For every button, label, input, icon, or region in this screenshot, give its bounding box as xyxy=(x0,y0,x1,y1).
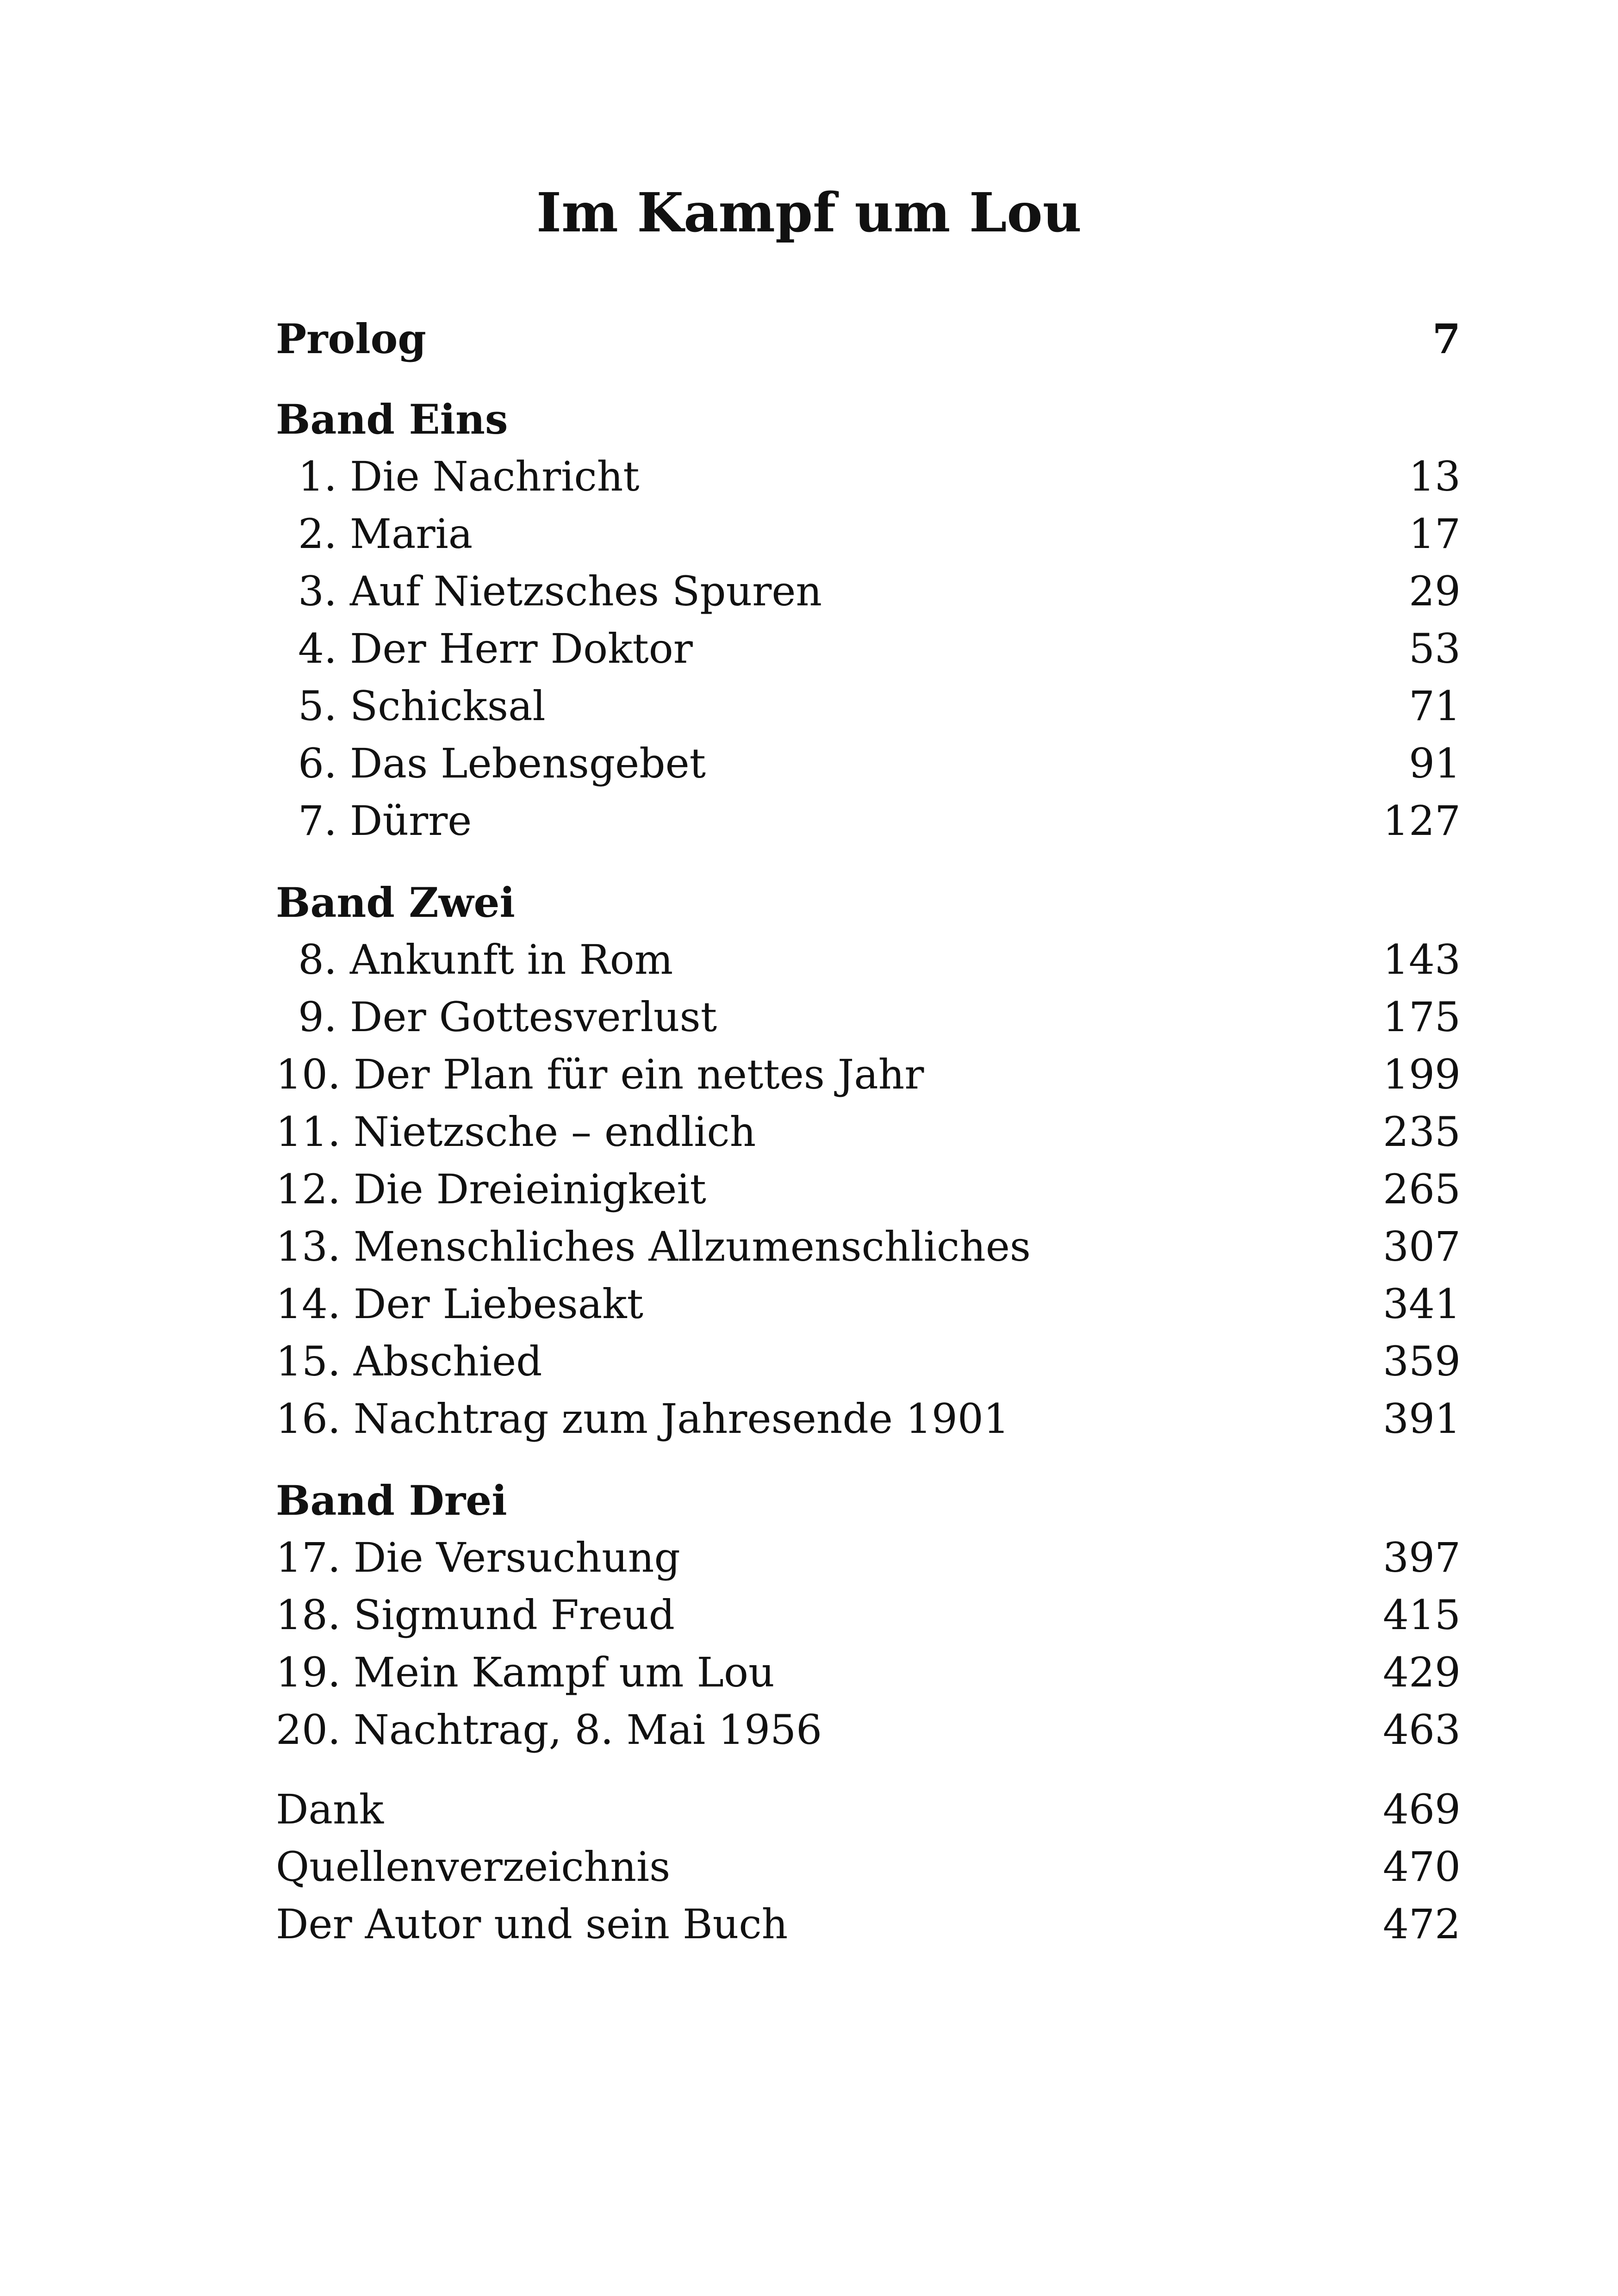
toc-entry[interactable] xyxy=(276,1587,1461,1644)
toc-entry[interactable] xyxy=(276,563,1461,620)
toc-page-number: 463 xyxy=(1383,1706,1461,1754)
band-title: Band Zwei xyxy=(276,878,515,927)
toc-entry[interactable] xyxy=(276,1276,1461,1333)
band-title: Band Drei xyxy=(276,1476,507,1524)
toc-page-number: 127 xyxy=(1383,797,1461,845)
toc-entry-label: 14. Der Liebesakt xyxy=(276,1280,643,1328)
toc-page-number: 13 xyxy=(1409,453,1461,500)
toc-page-number: 7 xyxy=(1432,315,1461,363)
toc-page-number: 469 xyxy=(1383,1786,1461,1833)
toc-entry-label: 16. Nachtrag zum Jahresende 1901 xyxy=(276,1395,1009,1443)
toc-entry-label: 3. Auf Nietzsches Spuren xyxy=(298,567,822,615)
band-heading xyxy=(276,391,1461,448)
toc-entry-label: Dank xyxy=(276,1786,384,1833)
toc-entry[interactable] xyxy=(276,448,1461,505)
band-title: Band Eins xyxy=(276,395,508,443)
toc-page-number: 397 xyxy=(1383,1534,1461,1581)
toc-entry[interactable] xyxy=(276,1644,1461,1701)
page-title: Im Kampf um Lou xyxy=(536,181,1082,244)
toc-entry-label: 11. Nietzsche – endlich xyxy=(276,1108,756,1156)
toc-page-number: 71 xyxy=(1409,682,1461,730)
toc-page-number: 175 xyxy=(1383,993,1461,1041)
toc-entry-label: Der Autor und sein Buch xyxy=(276,1900,788,1948)
toc-page-number: 199 xyxy=(1383,1051,1461,1098)
toc-entry[interactable] xyxy=(276,792,1461,850)
toc-entry-label: 17. Die Versuchung xyxy=(276,1534,680,1581)
toc-entry-label: 15. Abschied xyxy=(276,1338,542,1385)
toc-entry-label: 10. Der Plan für ein nettes Jahr xyxy=(276,1051,924,1098)
toc-page-number: 17 xyxy=(1409,510,1461,558)
toc-entry-appendix[interactable] xyxy=(276,1781,1461,1838)
toc-entry-label: 12. Die Dreieinigkeit xyxy=(276,1165,706,1213)
toc-entry-label: Prolog xyxy=(276,315,426,363)
toc-entry[interactable] xyxy=(276,678,1461,735)
toc-entry[interactable] xyxy=(276,1161,1461,1218)
toc-entry-appendix[interactable] xyxy=(276,1838,1461,1896)
toc-entry-label: 7. Dürre xyxy=(298,797,472,845)
band-heading xyxy=(276,874,1461,931)
toc-page-number: 391 xyxy=(1383,1395,1461,1443)
toc-entry[interactable] xyxy=(276,1103,1461,1161)
toc-entry-label: 20. Nachtrag, 8. Mai 1956 xyxy=(276,1706,822,1754)
band-heading xyxy=(276,1472,1461,1529)
toc-entry[interactable] xyxy=(276,931,1461,989)
toc-page-number: 429 xyxy=(1383,1649,1461,1696)
toc-entry[interactable] xyxy=(276,1046,1461,1103)
toc-page-number: 415 xyxy=(1383,1591,1461,1639)
toc-entry[interactable] xyxy=(276,620,1461,678)
toc-entry-label: 8. Ankunft in Rom xyxy=(298,936,673,983)
toc-entry-label: 19. Mein Kampf um Lou xyxy=(276,1649,775,1696)
toc-entry-label: 4. Der Herr Doktor xyxy=(298,625,693,672)
toc-entry-prolog[interactable] xyxy=(276,310,1461,367)
toc-entry-label: 9. Der Gottesverlust xyxy=(298,993,717,1041)
toc-page-number: 359 xyxy=(1383,1338,1461,1385)
toc-entry-label: 2. Maria xyxy=(298,510,473,558)
toc-page-number: 29 xyxy=(1409,567,1461,615)
toc-entry-label: Quellenverzeichnis xyxy=(276,1843,671,1891)
toc-page-number: 470 xyxy=(1383,1843,1461,1891)
toc-page-number: 265 xyxy=(1383,1165,1461,1213)
toc-entry[interactable] xyxy=(276,1529,1461,1587)
toc-entry[interactable] xyxy=(276,505,1461,563)
toc-entry[interactable] xyxy=(276,1390,1461,1448)
toc-page-number: 53 xyxy=(1409,625,1461,672)
toc-entry-label: 1. Die Nachricht xyxy=(298,453,640,500)
toc-entry-label: 13. Menschliches Allzumenschliches xyxy=(276,1223,1031,1270)
toc-entry[interactable] xyxy=(276,1333,1461,1390)
toc-entry[interactable] xyxy=(276,735,1461,792)
toc-entry-label: 5. Schicksal xyxy=(298,682,546,730)
toc-page-number: 341 xyxy=(1383,1280,1461,1328)
toc-page-number: 91 xyxy=(1409,740,1461,787)
toc-page-number: 472 xyxy=(1383,1900,1461,1948)
toc-entry[interactable] xyxy=(276,1701,1461,1759)
toc-entry-label: 6. Das Lebensgebet xyxy=(298,740,706,787)
toc-entry[interactable] xyxy=(276,989,1461,1046)
toc-entry-label: 18. Sigmund Freud xyxy=(276,1591,675,1639)
toc-page-number: 235 xyxy=(1383,1108,1461,1156)
toc-page-number: 143 xyxy=(1383,936,1461,983)
toc-entry-appendix[interactable] xyxy=(276,1896,1461,1953)
toc-entry[interactable] xyxy=(276,1218,1461,1276)
toc-page-number: 307 xyxy=(1383,1223,1461,1270)
